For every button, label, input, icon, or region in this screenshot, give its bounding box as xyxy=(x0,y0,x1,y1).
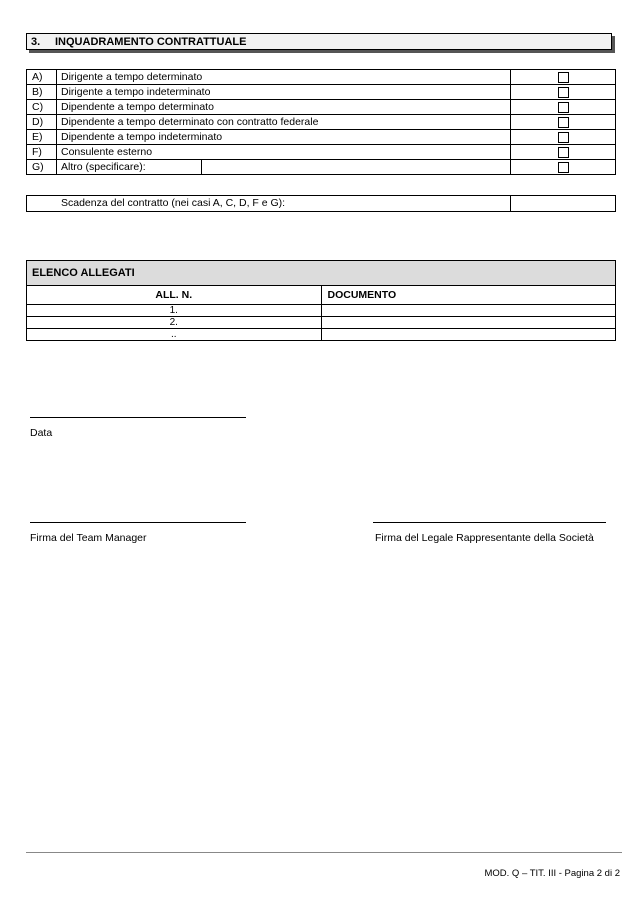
option-label: Dirigente a tempo determinato xyxy=(57,70,511,85)
option-row xyxy=(27,70,616,85)
allegato-document-field[interactable] xyxy=(321,305,616,317)
option-letter: E) xyxy=(27,130,57,145)
footer-page-label: MOD. Q – TIT. III - Pagina 2 di 2 xyxy=(484,868,620,879)
option-e-checkbox[interactable] xyxy=(558,132,569,143)
data-line[interactable] xyxy=(30,417,246,418)
option-row xyxy=(27,115,616,130)
option-row xyxy=(27,100,616,115)
allegati-table xyxy=(26,260,616,341)
option-a-checkbox[interactable] xyxy=(558,72,569,83)
legale-label: Firma del Legale Rappresentante della Società xyxy=(375,532,594,544)
option-label: Dipendente a tempo indeterminato xyxy=(57,130,511,145)
option-row xyxy=(27,160,616,175)
option-row xyxy=(27,130,616,145)
table-row xyxy=(27,329,616,341)
allegato-document-field[interactable] xyxy=(321,329,616,341)
col-header-number: ALL. N. xyxy=(27,286,322,305)
contract-options-table xyxy=(26,69,616,175)
section-header xyxy=(26,33,612,50)
option-letter: F) xyxy=(27,145,57,160)
footer-divider xyxy=(26,852,622,853)
section-title: INQUADRAMENTO CONTRATTUALE xyxy=(55,35,247,48)
option-letter: D) xyxy=(27,115,57,130)
option-f-checkbox[interactable] xyxy=(558,147,569,158)
option-row xyxy=(27,85,616,100)
allegato-number: 1. xyxy=(27,305,322,317)
option-letter: B) xyxy=(27,85,57,100)
allegati-title: ELENCO ALLEGATI xyxy=(27,261,616,286)
table-row xyxy=(27,317,616,329)
option-label: Consulente esterno xyxy=(57,145,511,160)
section-number: 3. xyxy=(31,35,41,48)
option-row xyxy=(27,145,616,160)
altro-specify-field[interactable] xyxy=(202,160,510,174)
option-b-checkbox[interactable] xyxy=(558,87,569,98)
legale-signature-line[interactable] xyxy=(373,522,606,523)
option-letter: G) xyxy=(27,160,57,175)
team-manager-signature-line[interactable] xyxy=(30,522,246,523)
col-header-document: DOCUMENTO xyxy=(321,286,616,305)
allegato-document-field[interactable] xyxy=(321,317,616,329)
scadenza-table xyxy=(26,195,616,212)
data-label: Data xyxy=(30,427,53,439)
option-label: Dipendente a tempo determinato con contratto federale xyxy=(57,115,511,130)
allegato-number: .. xyxy=(27,329,322,341)
option-label: Dipendente a tempo determinato xyxy=(57,100,511,115)
table-row xyxy=(27,305,616,317)
scadenza-label: Scadenza del contratto (nei casi A, C, D, F e G): xyxy=(57,196,511,212)
scadenza-field[interactable] xyxy=(511,196,616,212)
option-letter: A) xyxy=(27,70,57,85)
option-c-checkbox[interactable] xyxy=(558,102,569,113)
option-label: Dirigente a tempo indeterminato xyxy=(57,85,511,100)
option-letter: C) xyxy=(27,100,57,115)
option-label: Altro (specificare): xyxy=(57,160,202,174)
team-manager-label: Firma del Team Manager xyxy=(30,532,147,544)
option-d-checkbox[interactable] xyxy=(558,117,569,128)
allegato-number: 2. xyxy=(27,317,322,329)
option-g-checkbox[interactable] xyxy=(558,162,569,173)
